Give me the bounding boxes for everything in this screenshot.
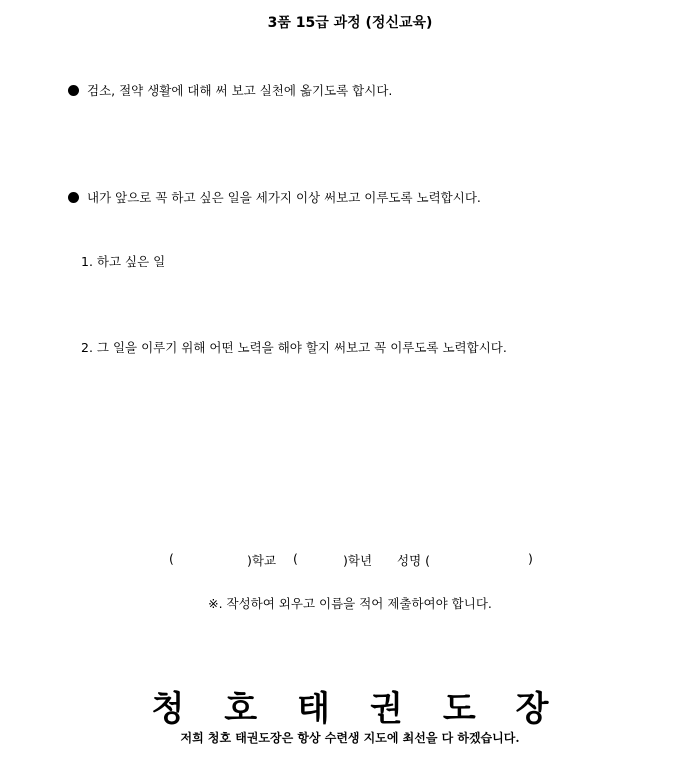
section2-item2: 2. 그 일을 이루기 위해 어떤 노력을 해야 할지 써보고 꼭 이루도록 노력합시다.: [81, 340, 507, 355]
submission-notice: ※. 작성하여 외우고 이름을 적어 제출하여야 합니다.: [208, 596, 492, 611]
school-motto: 저희 청호 태권도장은 항상 수련생 지도에 최선을 다 하겠습니다.: [180, 731, 520, 745]
school-label: )학교: [247, 553, 277, 568]
bullet-icon: [68, 85, 79, 96]
section1-line: [68, 81, 392, 99]
section2-text: 내가 앞으로 꼭 하고 싶은 일을 세가지 이상 써보고 이루도록 노력합시다.: [87, 190, 481, 205]
name-label: 성명 (: [397, 553, 431, 568]
section2-line: [68, 188, 481, 206]
school-name: 청호태권도장: [151, 689, 589, 729]
name-close-paren: ): [528, 551, 533, 566]
school-open-paren: (: [169, 551, 174, 566]
section1-text: 검소, 절약 생활에 대해 써 보고 실천에 옮기도록 합시다.: [87, 83, 393, 98]
bullet-icon: [68, 192, 79, 203]
grade-label: )학년: [343, 553, 373, 568]
section2-item1: 1. 하고 싶은 일: [81, 254, 166, 269]
grade-open-paren: (: [293, 551, 298, 566]
page-title: 3품 15급 과정 (정신교육): [267, 15, 433, 31]
